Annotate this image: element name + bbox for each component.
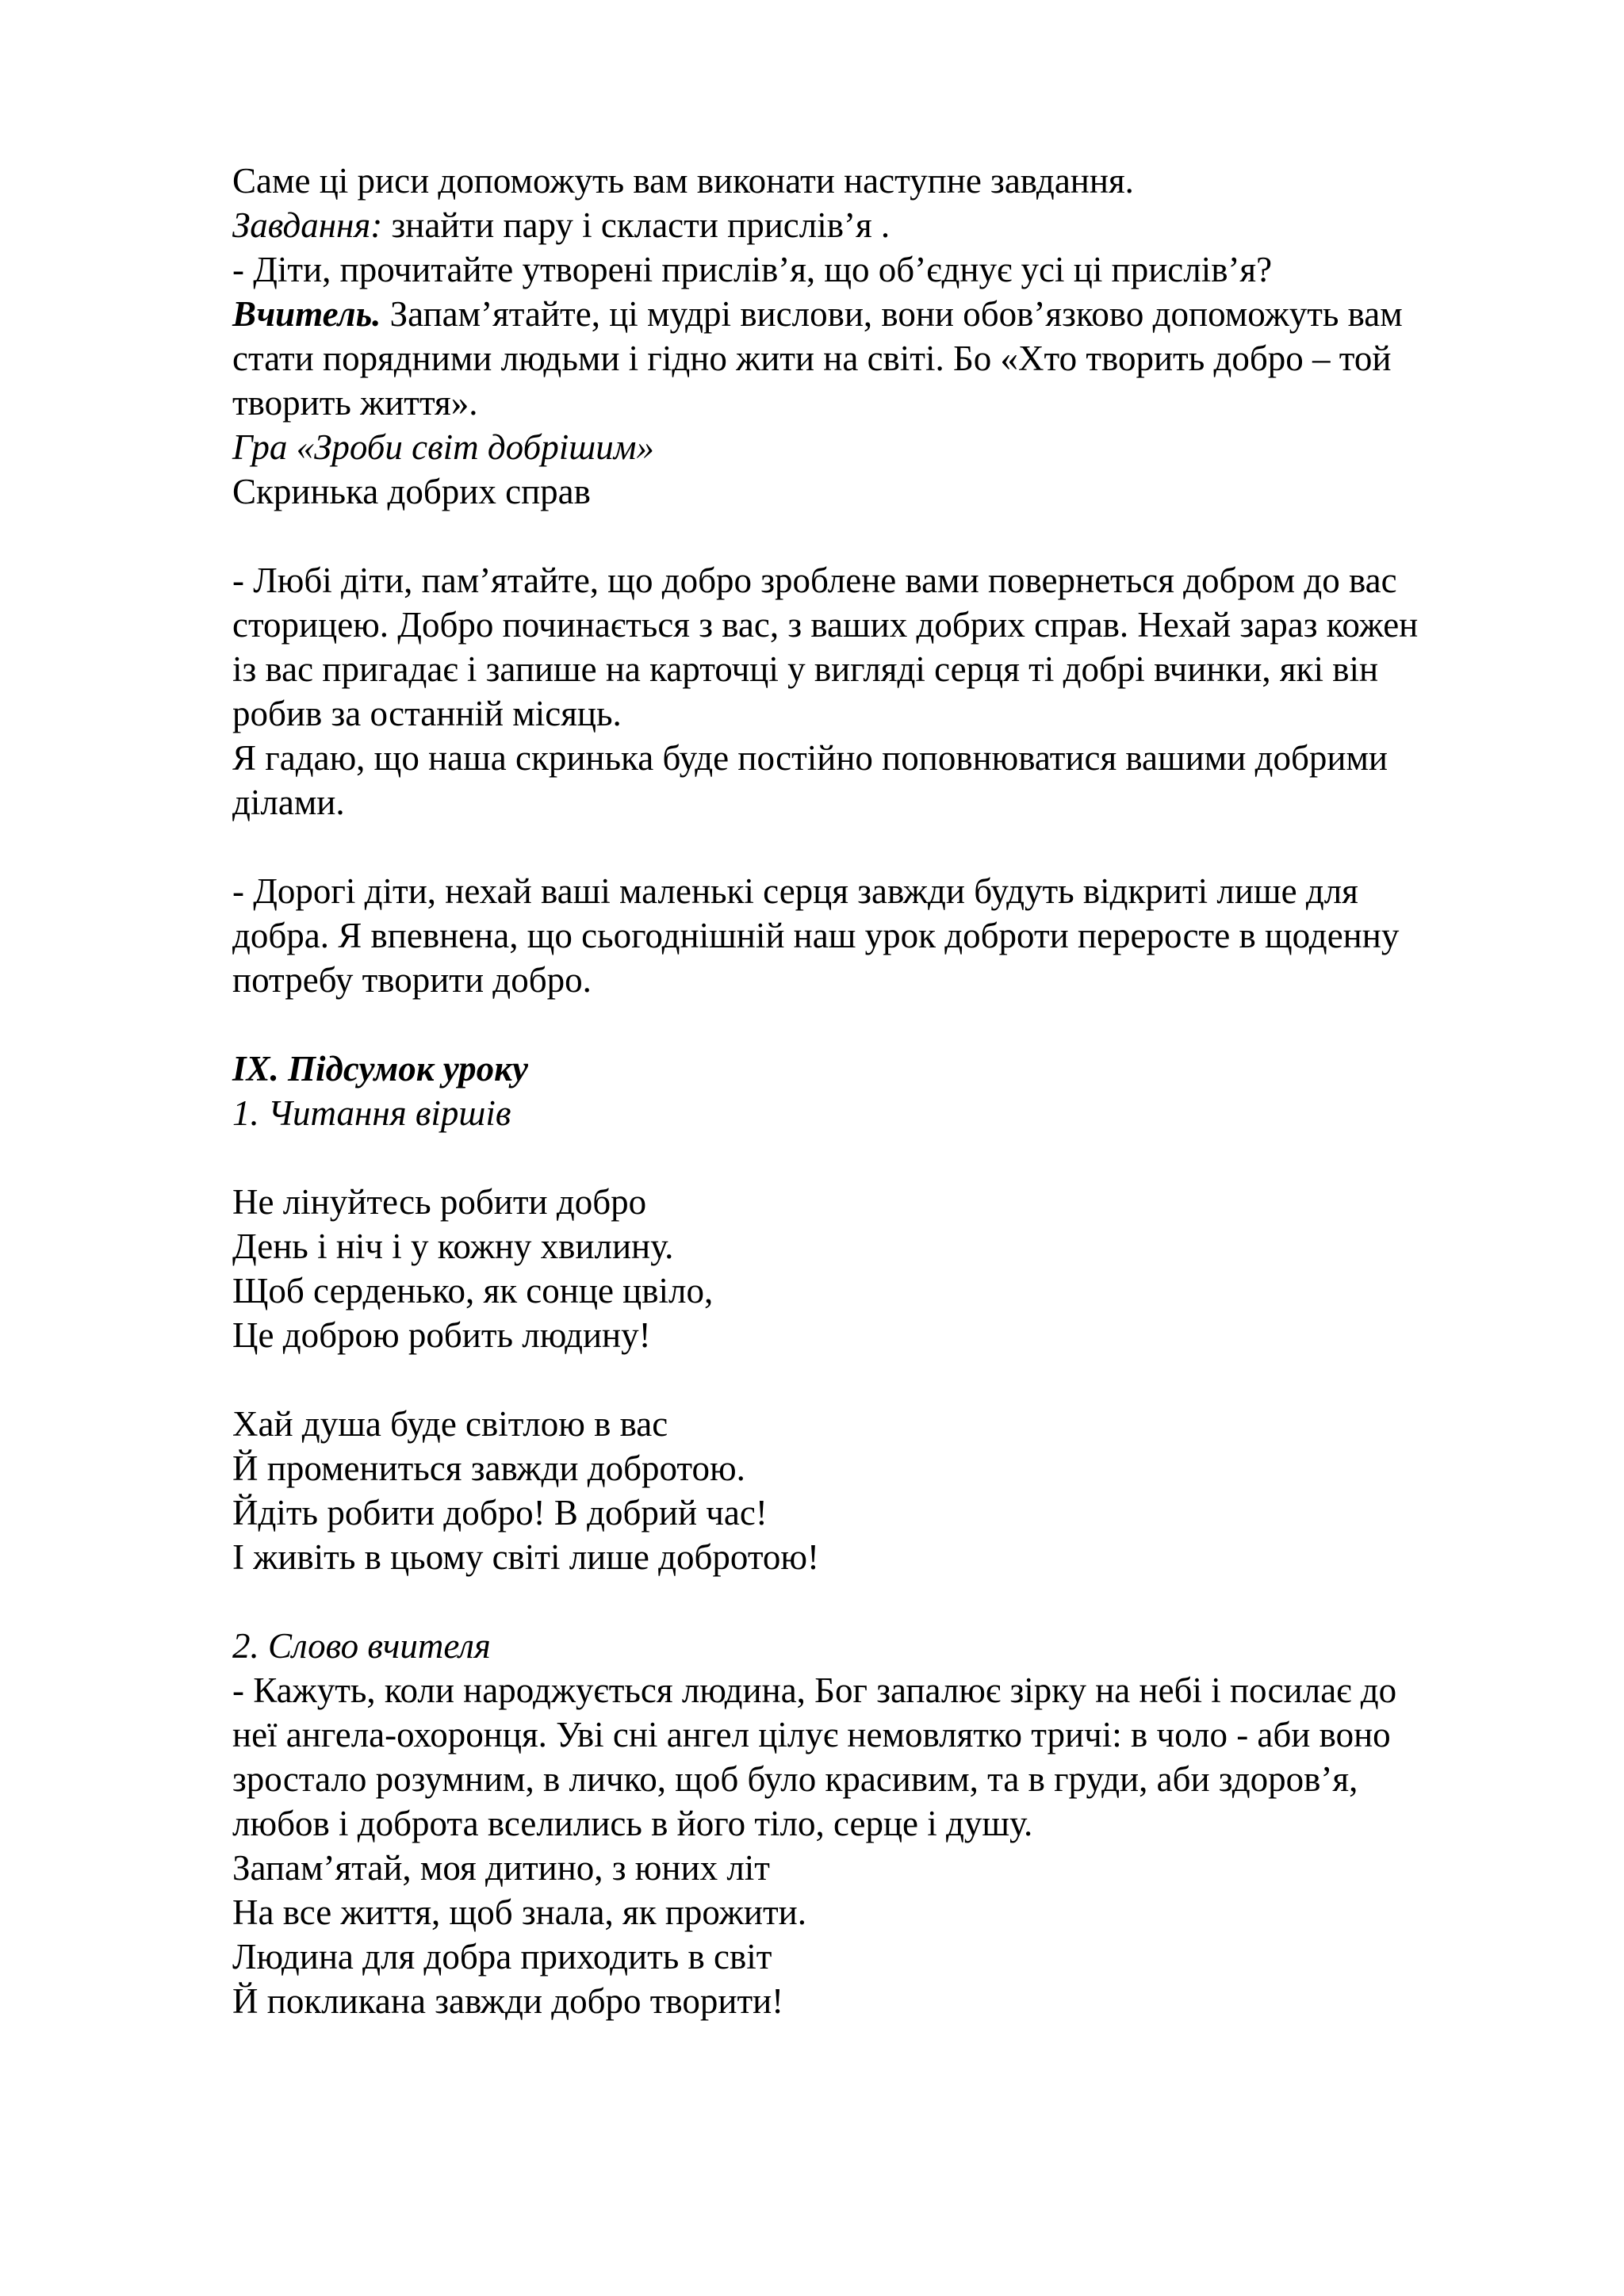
paragraph-line: Саме ці риси допоможуть вам виконати наступне завдання.: [232, 161, 1134, 201]
paragraph-line: - Дорогі діти, нехай ваші маленькі серця завжди будуть відкриті лише для: [232, 871, 1358, 911]
blank-line: [232, 1357, 1533, 1402]
poem-line: Людина для добра приходить в світ: [232, 1937, 772, 1976]
game-title: Гра «Зроби світ добрішим»: [232, 427, 654, 467]
paragraph-line: неї ангела-охоронця. Уві сні ангел цілує немовлятко тричі: в чоло - аби воно: [232, 1715, 1391, 1755]
paragraph-line: потребу творити добро.: [232, 960, 592, 1000]
paragraph-line: робив за останній місяць.: [232, 694, 622, 733]
poem-line: На все життя, щоб знала, як прожити.: [232, 1892, 806, 1932]
paragraph-line: сторицею. Добро починається з вас, з ваших добрих справ. Нехай зараз кожен: [232, 605, 1419, 645]
paragraph-line: ділами.: [232, 783, 345, 822]
poem-line: Щоб серденько, як сонце цвіло,: [232, 1271, 714, 1311]
paragraph-line: зростало розумним, в личко, щоб було красивим, та в груди, аби здоров’я,: [232, 1759, 1358, 1799]
document-body: [232, 159, 1533, 2023]
poem-line: Й покликана завжди добро творити!: [232, 1981, 784, 2021]
teacher-label: Вчитель.: [232, 294, 381, 334]
blank-line: [232, 825, 1533, 869]
poem-line: І живіть в цьому світі лише добротою!: [232, 1537, 819, 1577]
blank-line: [232, 514, 1533, 558]
section-heading: IX. Підсумок уроку: [232, 1049, 528, 1089]
teacher-line: [232, 292, 1533, 336]
subsection-title: 2. Слово вчителя: [232, 1626, 491, 1666]
poem-line: Не лінуйтесь робити добро: [232, 1182, 647, 1222]
paragraph-line: - Діти, прочитайте утворені прислів’я, що об’єднує усі ці прислів’я?: [232, 250, 1273, 289]
poem-line: Запам’ятай, моя дитино, з юних літ: [232, 1848, 770, 1888]
task-text: знайти пару і скласти прислів’я .: [382, 205, 891, 245]
task-label: Завдання:: [232, 205, 383, 245]
paragraph-line: Скринька добрих справ: [232, 472, 591, 511]
paragraph-line: Я гадаю, що наша скринька буде постійно поповнюватися вашими добрими: [232, 738, 1388, 778]
paragraph-line: із вас пригадає і запише на карточці у вигляді серця ті добрі вчинки, які він: [232, 649, 1379, 689]
paragraph-line: добра. Я впевнена, що сьогоднішній наш урок доброти переросте в щоденну: [232, 916, 1400, 955]
blank-line: [232, 1002, 1533, 1047]
poem-line: Йдіть робити добро! В добрий час!: [232, 1493, 768, 1533]
poem-line: Хай душа буде світлою в вас: [232, 1404, 668, 1444]
blank-line: [232, 1579, 1533, 1624]
poem-line: Й промениться завжди добротою.: [232, 1448, 745, 1488]
paragraph-line: стати порядними людьми і гідно жити на світі. Бо «Хто творить добро – той: [232, 339, 1392, 378]
poem-line: День і ніч і у кожну хвилину.: [232, 1226, 674, 1266]
poem-line: Це доброю робить людину!: [232, 1315, 651, 1355]
paragraph-line: - Кажуть, коли народжується людина, Бог запалює зірку на небі і посилає до: [232, 1670, 1397, 1710]
teacher-text: Запам’ятайте, ці мудрі вислови, вони обов’язково допоможуть вам: [381, 294, 1403, 334]
subsection-title: 1. Читання віршів: [232, 1093, 511, 1133]
paragraph-line: - Любі діти, пам’ятайте, що добро зроблене вами повернеться добром до вас: [232, 561, 1397, 600]
blank-line: [232, 1135, 1533, 1180]
paragraph-line: творить життя».: [232, 383, 478, 423]
task-line: [232, 203, 1533, 247]
paragraph-line: любов і доброта вселились в його тіло, серце і душу.: [232, 1804, 1033, 1843]
